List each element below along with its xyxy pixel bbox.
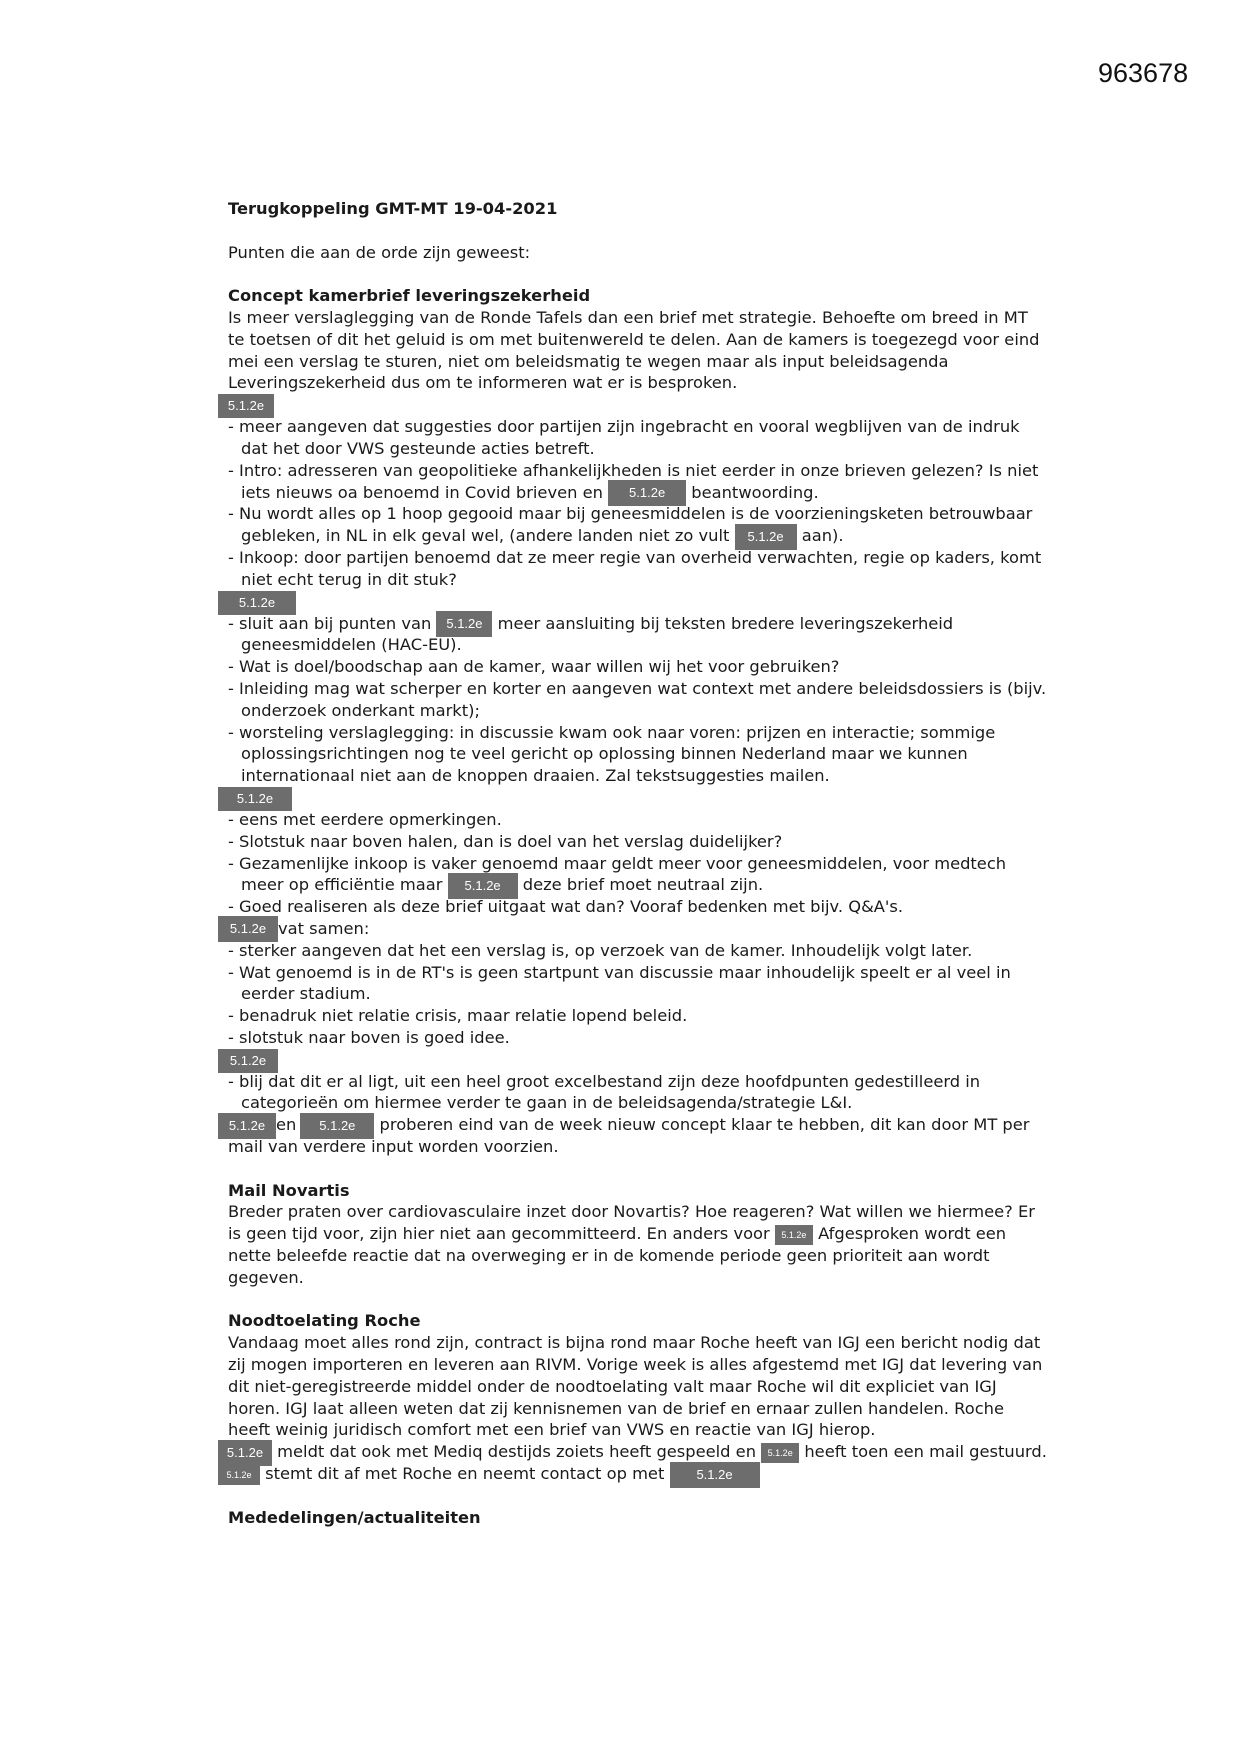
- redaction-box: 5.1.2e: [608, 480, 686, 506]
- section-heading-kamerbrief: Concept kamerbrief leveringszekerheid: [228, 286, 591, 306]
- list-item: - Goed realiseren als deze brief uitgaat wat dan? Vooraf bedenken met bijv. Q&A's.: [228, 897, 904, 917]
- redaction-box: 5.1.2e: [218, 787, 292, 811]
- document-body: [228, 198, 1048, 1528]
- closing-paragraph: 5.1.2e en 5.1.2e proberen eind van de week nieuw concept klaar te hebben, dit kan door MT per mail van verdere input worden voorzien.: [228, 1114, 1048, 1158]
- redaction-box: 5.1.2e: [218, 1440, 272, 1466]
- section-heading-mededelingen: Mededelingen/actualiteiten: [228, 1507, 481, 1527]
- document-number: 963678: [1098, 58, 1189, 88]
- list-item: - Wat genoemd is in de RT's is geen startpunt van discussie maar inhoudelijk speelt er al veel in eerder stadium.: [228, 962, 1011, 1004]
- section-heading-novartis: Mail Novartis: [228, 1180, 350, 1200]
- list-item: - blij dat dit er al ligt, uit een heel groot excelbestand zijn deze hoofdpunten gedestilleerd in categorieën om hiermee verder te gaan in de beleidsagenda/strategie L&I.: [228, 1071, 981, 1113]
- redaction-box: 5.1.2e: [218, 591, 296, 615]
- list-item: - eens met eerdere opmerkingen.: [228, 809, 502, 829]
- list-item: - Inleiding mag wat scherper en korter en aangeven wat context met andere beleidsdossiers is (bijv. onderzoek onderkant markt);: [228, 678, 1047, 720]
- redaction-box: 5.1.2e: [218, 1113, 276, 1139]
- list-item: - sluit aan bij punten van 5.1.2e meer aansluiting bij teksten bredere leveringszekerheid geneesmiddelen (HAC-EU).: [228, 613, 1048, 657]
- redaction-box: 5.1.2e: [735, 524, 797, 550]
- list-item: - Wat is doel/boodschap aan de kamer, waar willen wij het voor gebruiken?: [228, 657, 840, 677]
- list-item: - worsteling verslaglegging: in discussie kwam ook naar voren: prijzen en interactie; sommige oplossingsrichtingen nog te veel gericht op oplossing binnen Nederland maar we kunnen internationaal niet aan de knoppen draaien. Zal tekstsuggesties mailen.: [228, 722, 996, 786]
- list-item: - Intro: adresseren van geopolitieke afhankelijkheden is niet eerder in onze brieven gelezen? Is niet iets nieuws oa benoemd in Covid brieven en 5.1.2e beantwoording.: [228, 460, 1048, 504]
- redaction-box: 5.1.2e: [218, 394, 274, 418]
- redaction-box: 5.1.2e: [218, 1465, 260, 1485]
- intro-text: Punten die aan de orde zijn geweest:: [228, 242, 531, 262]
- redaction-box: 5.1.2e: [761, 1443, 799, 1463]
- redaction-box: 5.1.2e: [218, 916, 278, 942]
- list-item: - Slotstuk naar boven halen, dan is doel van het verslag duidelijker?: [228, 831, 783, 851]
- list-item: - Inkoop: door partijen benoemd dat ze meer regie van overheid verwachten, regie op kaders, komt niet echt terug in dit stuk?: [228, 547, 1042, 589]
- document-title: Terugkoppeling GMT-MT 19-04-2021: [228, 199, 558, 218]
- list-item: - slotstuk naar boven is goed idee.: [228, 1027, 510, 1047]
- redaction-box: 5.1.2e: [775, 1225, 813, 1245]
- list-item: - benadruk niet relatie crisis, maar relatie lopend beleid.: [228, 1006, 688, 1026]
- section-paragraph: Breder praten over cardiovasculaire inzet door Novartis? Hoe reageren? Wat willen we hiermee? Er is geen tijd voor, zijn hier niet aan gecommitteerd. En anders voor 5.1.2e Afgesproken wordt een nette beleefde reactie dat na overweging er in de komende periode geen prioriteit aan wordt gegeven.: [228, 1202, 1035, 1287]
- list-item: - Gezamenlijke inkoop is vaker genoemd maar geldt meer voor geneesmiddelen, voor medtech meer op efficiëntie maar 5.1.2e deze brief moet neutraal zijn.: [228, 853, 1048, 897]
- section-paragraph: Vandaag moet alles rond zijn, contract is bijna rond maar Roche heeft van IGJ een bericht nodig dat zij mogen importeren en leveren aan RIVM. Vorige week is alles afgestemd met IGJ dat levering van dit niet-geregistreerde middel onder de noodtoelating valt maar Roche wil dit expliciet van IGJ horen. IGJ laat alleen weten dat zij kennisnemen van de brief en ernaar zullen handelen. Roche heeft weinig juridisch comfort met een brief van VWS en reactie van IGJ hierop.: [228, 1333, 1043, 1440]
- list-item: - meer aangeven dat suggesties door partijen zijn ingebracht en vooral wegblijven van de indruk dat het door VWS gesteunde acties betreft.: [228, 417, 1020, 458]
- section-heading-roche: Noodtoelating Roche: [228, 1311, 421, 1331]
- list-item: - Nu wordt alles op 1 hoop gegooid maar bij geneesmiddelen is de voorzieningsketen betrouwbaar gebleken, in NL in elk geval wel, (andere landen niet zo vult 5.1.2e aan).: [228, 503, 1048, 547]
- list-item: - sterker aangeven dat het een verslag is, op verzoek van de kamer. Inhoudelijk volgt later.: [228, 940, 973, 960]
- redaction-box: 5.1.2e: [218, 1049, 278, 1073]
- redaction-box: 5.1.2e: [436, 611, 492, 637]
- section-line: 5.1.2e stemt dit af met Roche en neemt contact op met 5.1.2e: [228, 1463, 1048, 1485]
- summary-label: 5.1.2e vat samen:: [228, 918, 1048, 940]
- redaction-box: 5.1.2e: [300, 1113, 374, 1139]
- section-paragraph: Is meer verslaglegging van de Ronde Tafels dan een brief met strategie. Behoefte om breed in MT te toetsen of dit het geluid is om met buitenwereld te delen. Aan de kamers is toegezegd voor eind mei een verslag te sturen, niet om beleidsmatig te wegen maar als input beleidsagenda Leveringszekerheid dus om te informeren wat er is besproken.: [228, 307, 1040, 393]
- section-line: 5.1.2e meldt dat ook met Mediq destijds zoiets heeft gespeeld en 5.1.2e heeft toen een mail gestuurd.: [228, 1441, 1048, 1463]
- redaction-box: 5.1.2e: [670, 1462, 760, 1488]
- redaction-box: 5.1.2e: [448, 873, 518, 899]
